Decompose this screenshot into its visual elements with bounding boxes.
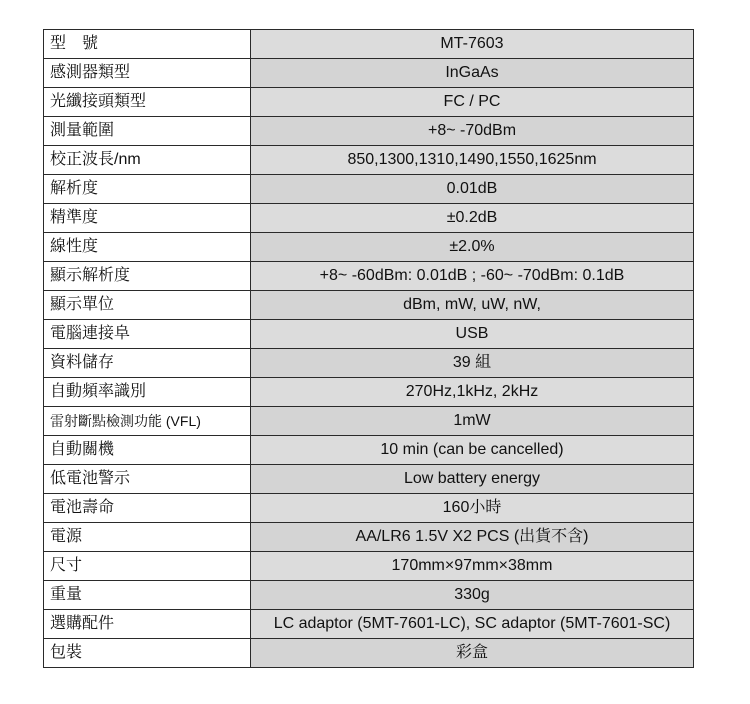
spec-value: 160小時 xyxy=(251,494,694,523)
spec-label: 電源 xyxy=(44,523,251,552)
spec-label: 電腦連接阜 xyxy=(44,320,251,349)
spec-row-frequency-detection xyxy=(44,378,694,407)
spec-value: 10 min (can be cancelled) xyxy=(251,436,694,465)
spec-label: 解析度 xyxy=(44,175,251,204)
spec-row-pc-port xyxy=(44,320,694,349)
spec-value: LC adaptor (5MT-7601-LC), SC adaptor (5MT-7601-SC) xyxy=(251,610,694,639)
spec-label: 光纖接頭類型 xyxy=(44,88,251,117)
spec-label: 低電池警示 xyxy=(44,465,251,494)
spec-row-accuracy xyxy=(44,204,694,233)
spec-value: dBm, mW, uW, nW, xyxy=(251,291,694,320)
spec-value: 270Hz,1kHz, 2kHz xyxy=(251,378,694,407)
spec-label: 型 號 xyxy=(44,30,251,59)
spec-label: 校正波長/nm xyxy=(44,146,251,175)
spec-row-linearity xyxy=(44,233,694,262)
spec-value: 850,1300,1310,1490,1550,1625nm xyxy=(251,146,694,175)
spec-label: 自動頻率識別 xyxy=(44,378,251,407)
spec-label: 尺寸 xyxy=(44,552,251,581)
spec-table xyxy=(43,29,694,668)
spec-value: ±2.0% xyxy=(251,233,694,262)
spec-row-resolution xyxy=(44,175,694,204)
spec-value: +8~ -70dBm xyxy=(251,117,694,146)
spec-value: 330g xyxy=(251,581,694,610)
spec-row-dimensions xyxy=(44,552,694,581)
spec-row-vfl xyxy=(44,407,694,436)
spec-row-weight xyxy=(44,581,694,610)
spec-row-measurement-range xyxy=(44,117,694,146)
spec-value: 39 組 xyxy=(251,349,694,378)
spec-row-sensor-type xyxy=(44,59,694,88)
spec-label: 電池壽命 xyxy=(44,494,251,523)
spec-label: 線性度 xyxy=(44,233,251,262)
spec-row-model xyxy=(44,30,694,59)
spec-label: 顯示單位 xyxy=(44,291,251,320)
spec-label: 雷射斷點檢測功能 (VFL) xyxy=(44,407,251,436)
spec-label: 重量 xyxy=(44,581,251,610)
spec-label: 自動關機 xyxy=(44,436,251,465)
spec-row-low-battery xyxy=(44,465,694,494)
spec-value: AA/LR6 1.5V X2 PCS (出貨不含) xyxy=(251,523,694,552)
spec-label: 精準度 xyxy=(44,204,251,233)
spec-label: 顯示解析度 xyxy=(44,262,251,291)
spec-row-connector-type xyxy=(44,88,694,117)
spec-value: 0.01dB xyxy=(251,175,694,204)
spec-value: 彩盒 xyxy=(251,639,694,668)
spec-row-optional-accessories xyxy=(44,610,694,639)
spec-row-display-resolution xyxy=(44,262,694,291)
spec-label: 包裝 xyxy=(44,639,251,668)
spec-label: 選購配件 xyxy=(44,610,251,639)
spec-label: 測量範圍 xyxy=(44,117,251,146)
spec-value: MT-7603 xyxy=(251,30,694,59)
spec-row-power-supply xyxy=(44,523,694,552)
spec-value: USB xyxy=(251,320,694,349)
spec-row-packaging xyxy=(44,639,694,668)
spec-value: InGaAs xyxy=(251,59,694,88)
spec-value: Low battery energy xyxy=(251,465,694,494)
spec-label: 資料儲存 xyxy=(44,349,251,378)
spec-label: 感測器類型 xyxy=(44,59,251,88)
spec-value: FC / PC xyxy=(251,88,694,117)
spec-row-auto-power-off xyxy=(44,436,694,465)
spec-row-display-units xyxy=(44,291,694,320)
spec-value: 1mW xyxy=(251,407,694,436)
spec-value: ±0.2dB xyxy=(251,204,694,233)
spec-row-battery-life xyxy=(44,494,694,523)
spec-row-calibrated-wavelengths xyxy=(44,146,694,175)
spec-value: 170mm×97mm×38mm xyxy=(251,552,694,581)
spec-value: +8~ -60dBm: 0.01dB ; -60~ -70dBm: 0.1dB xyxy=(251,262,694,291)
spec-row-data-storage xyxy=(44,349,694,378)
